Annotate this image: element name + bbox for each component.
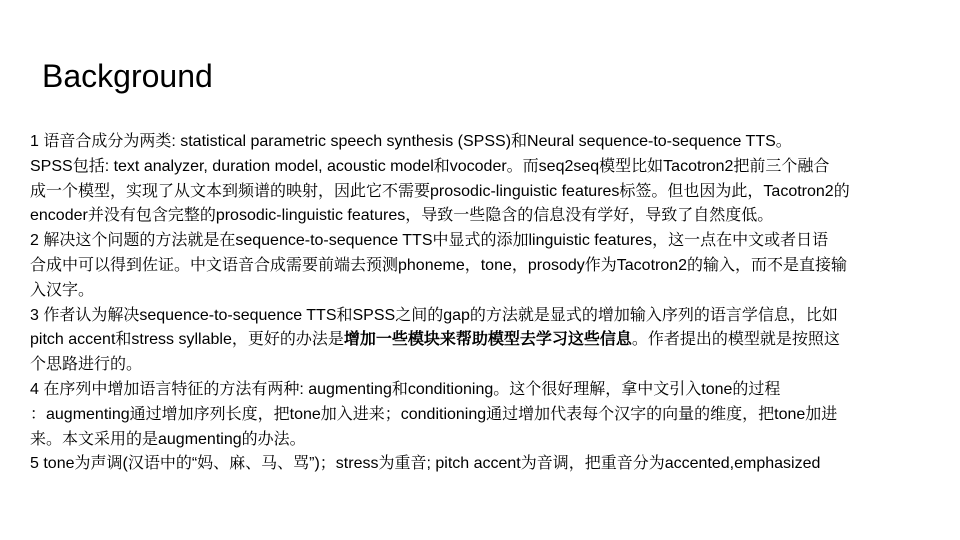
body-line: encoder并没有包含完整的prosodic-linguistic features，导致一些隐含的信息没有学好，导致了自然度低。 xyxy=(30,207,774,225)
body-line: 来。本文采用的是augmenting的办法。 xyxy=(30,430,306,448)
body-line: ：augmenting通过增加序列长度，把tone加入进来；conditioning通过增加代表每个汉字的向量的维度，把tone加进 xyxy=(30,405,838,423)
slide-title: Background xyxy=(42,58,213,94)
body-line: SPSS包括: text analyzer, duration model, acoustic model和vocoder。而seq2seq模型比如Tacotron2把前三个融合 xyxy=(30,157,830,175)
body-line: 3 作者认为解决sequence-to-sequence TTS和SPSS之间的gap的方法就是显式的增加输入序列的语言学信息，比如 xyxy=(30,306,838,324)
body-line: 成一个模型，实现了从文本到频谱的映射，因此它不需要prosodic-linguistic features标签。但也因为此，Tacotron2的 xyxy=(30,182,850,200)
body-line-mixed xyxy=(30,328,940,353)
body-line: 入汉字。 xyxy=(30,281,95,299)
body-line: 5 tone为声调(汉语中的“妈、麻、马、骂”)；stress为重音; pitch accent为音调，把重音分为accented,emphasized xyxy=(30,455,821,473)
slide-body xyxy=(30,130,940,477)
body-line: 合成中可以得到佐证。中文语音合成需要前端去预测phoneme，tone，prosody作为Tacotron2的输入，而不是直接输 xyxy=(30,256,848,274)
body-text: 。作者提出的模型就是按照这 xyxy=(631,331,840,349)
body-line: 4 在序列中增加语言特征的方法有两种: augmenting和conditioning。这个很好理解，拿中文引入tone的过程 xyxy=(30,380,781,398)
body-line: 个思路进行的。 xyxy=(30,356,143,374)
body-text: pitch accent和stress syllable，更好的办法是 xyxy=(30,331,344,349)
body-text-bold: 增加一些模块来帮助模型去学习这些信息 xyxy=(343,331,632,349)
body-line: 2 解决这个问题的方法就是在sequence-to-sequence TTS中显式的添加linguistic features，这一点在中文或者日语 xyxy=(30,232,829,250)
body-line: 1 语音合成分为两类: statistical parametric speech synthesis (SPSS)和Neural sequence-to-sequence TTS。 xyxy=(30,133,792,150)
